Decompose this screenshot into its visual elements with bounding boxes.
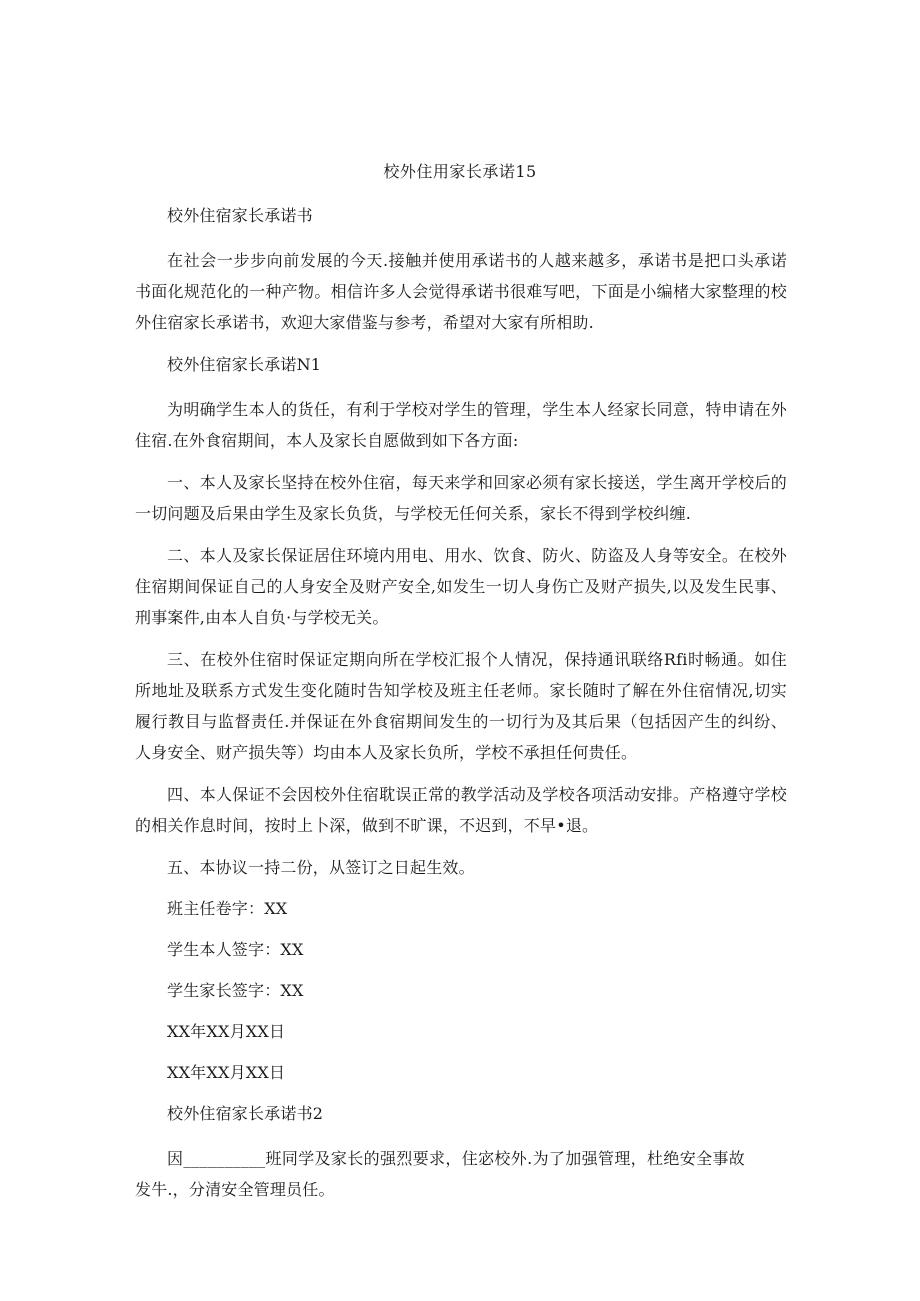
- clause-2: 二、本人及家长保证居住环境内用电、用水、饮食、防火、防盗及人身等安全。在校外住宿期间保证自己的人身安全及财产安全,如发生一切人身伤亡及财产损失,以及发生民事、刑事案件,由本人自负·与学校无关。: [135, 546, 787, 627]
- document-body: [135, 200, 787, 1216]
- section-heading-2: 校外住宿家长承诺书2: [167, 1104, 324, 1123]
- document-title: 校外住用家长承诺15: [383, 162, 537, 181]
- date-line-1: XX年XX月XX日: [167, 1022, 286, 1041]
- clause-5: 五、本协议一持二份，从签订之日起生效。: [167, 858, 475, 877]
- intro-paragraph: 在社会一步步向前发展的今天.接触并使用承诺书的人越来越多，承诺书是把口头承诺书面化规范化的一种产物。相信许多人会觉得承诺书很难写吧，下面是小编楮大家整理的校外住宿家长承诺书，欢迎大家借鉴与参考，希望对大家有所相助.: [135, 251, 787, 332]
- section-heading-1: 校外住宿家长承诺N1: [167, 355, 322, 374]
- clause-3: 三、在校外住宿时保证定期向所在学校汇报个人情况，保持通讯联络Rfi时畅通。如住所地址及联系方式发生变化随时告知学校及班主任老师。家长随时了解在外住宿情况,切实履行教目与监督责任.并保证在外食宿期间发生的一切行为及其后果（包括因产生的纠纷、人身安全、财产损失等）均由本人及家长负所，学校不承担任何贵任。: [135, 650, 787, 762]
- date-line-2: XX年XX月XX日: [167, 1063, 286, 1082]
- closing-paragraph: 因__________班同学及家长的强烈要求，住宓校外.为了加强管理，杜绝安全事故发牛.，分清安全管理员任。: [135, 1149, 745, 1199]
- clause-1: 一、本人及家长坚持在校外住宿，每天来学和回家必须有家长接送，学生离开学校后的一切问题及后果由学生及家长负货，与学校无任何关系，家长不得到学校纠缠.: [135, 473, 787, 523]
- teacher-signature: 班主任卷字：XX: [167, 899, 288, 918]
- purpose-paragraph: 为明确学生本人的货任，有利于学校对学生的管理，学生本人经家长同意，特申请在外住宿.在外食宿期间，本人及家长自愿做到如下各方面:: [135, 400, 787, 450]
- student-signature: 学生本人签字：XX: [167, 940, 304, 959]
- parent-signature: 学生家长签字：XX: [167, 981, 304, 1000]
- section-heading-main: 校外住宿家长承诺书: [167, 206, 313, 225]
- clause-4: 四、本人保证不会因校外住宿耽误正常的教学活动及学校各项活动安排。产格遵守学校的相关作息时间，按时上卜深，做到不旷课，不迟到，不早•退。: [135, 785, 787, 835]
